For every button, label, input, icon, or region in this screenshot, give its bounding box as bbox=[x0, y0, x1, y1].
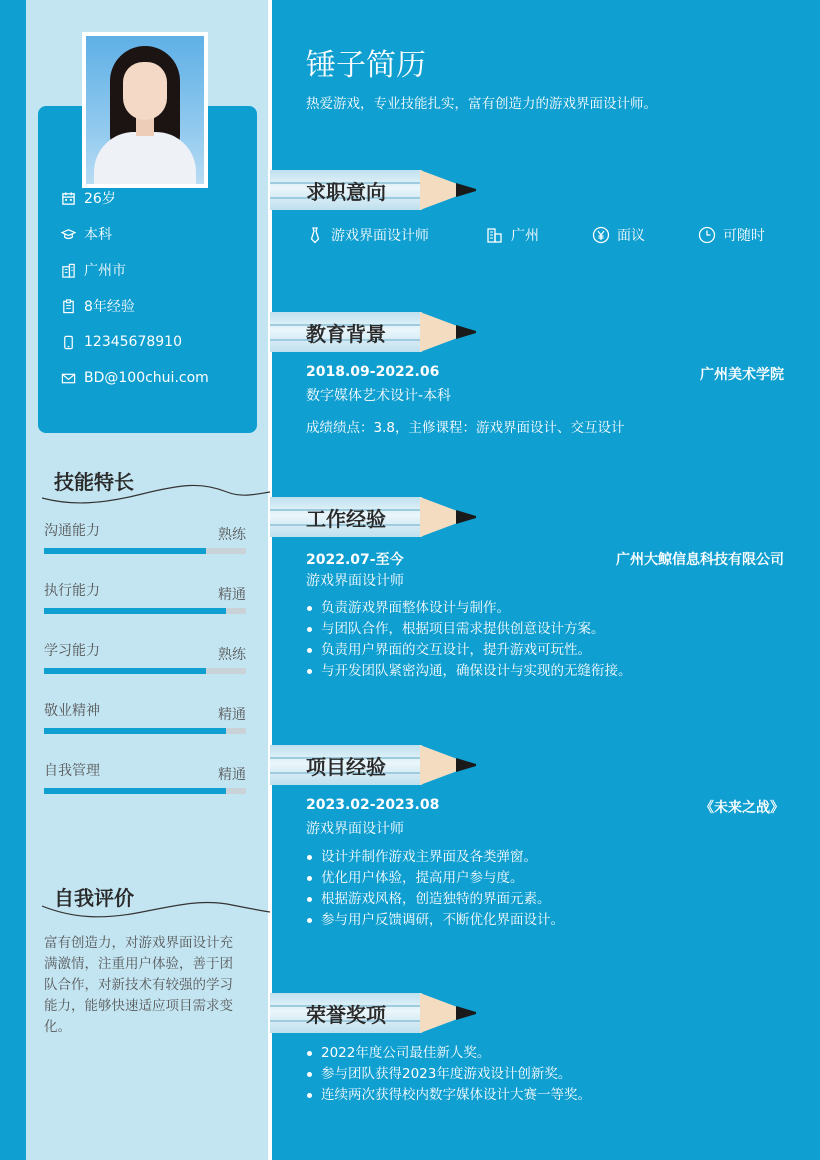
skill-level: 熟练 bbox=[218, 527, 246, 543]
education-title: 教育背景 bbox=[306, 322, 386, 346]
profile-age bbox=[60, 188, 116, 208]
skill-level: 精通 bbox=[218, 587, 246, 603]
skill-progress-track bbox=[44, 548, 246, 554]
profile-degree-text: 本科 bbox=[84, 227, 112, 243]
list-item: 设计并制作游戏主界面及各类弹窗。 bbox=[306, 847, 564, 868]
project-name: 《未来之战》 bbox=[700, 800, 784, 816]
section-header-project bbox=[270, 745, 480, 785]
section-header-work bbox=[270, 497, 480, 537]
project-date: 2023.02-2023.08 bbox=[306, 797, 440, 813]
work-role: 游戏界面设计师 bbox=[306, 573, 404, 589]
list-item: 负责用户界面的交互设计，提升游戏可玩性。 bbox=[306, 640, 632, 661]
clipboard-icon bbox=[60, 298, 76, 314]
profile-age-text: 26岁 bbox=[84, 191, 116, 207]
skill-name: 敬业精神 bbox=[44, 703, 100, 719]
list-item: 参与用户反馈调研，不断优化界面设计。 bbox=[306, 910, 564, 931]
phone-icon bbox=[60, 334, 76, 350]
education-major: 数字媒体艺术设计-本科 bbox=[306, 388, 452, 404]
list-item: 2022年度公司最佳新人奖。 bbox=[306, 1043, 591, 1064]
self-eval-wave-divider bbox=[42, 898, 270, 922]
skill-progress-track bbox=[44, 788, 246, 794]
job-city-text: 广州 bbox=[511, 228, 539, 244]
list-item: 参与团队获得2023年度游戏设计创新奖。 bbox=[306, 1064, 591, 1085]
honors-bullets bbox=[306, 1043, 591, 1106]
skill-progress-fill bbox=[44, 728, 226, 734]
project-role: 游戏界面设计师 bbox=[306, 821, 404, 837]
profile-phone-text: 12345678910 bbox=[84, 334, 182, 350]
project-bullets bbox=[306, 847, 564, 931]
building-icon bbox=[60, 262, 76, 278]
skill-item bbox=[44, 700, 246, 740]
skills-title: 技能特长 bbox=[54, 470, 134, 494]
clock-icon bbox=[698, 226, 716, 244]
skill-name: 学习能力 bbox=[44, 643, 100, 659]
work-title: 工作经验 bbox=[306, 507, 386, 531]
section-header-honors bbox=[270, 993, 480, 1033]
skill-progress-track bbox=[44, 668, 246, 674]
skill-name: 沟通能力 bbox=[44, 523, 100, 539]
skill-item bbox=[44, 760, 246, 800]
page-title: 锤子简历 bbox=[306, 48, 426, 83]
honors-title: 荣誉奖项 bbox=[306, 1003, 386, 1027]
list-item: 连续两次获得校内数字媒体设计大赛一等奖。 bbox=[306, 1085, 591, 1106]
avatar bbox=[82, 32, 208, 188]
skill-item bbox=[44, 640, 246, 680]
profile-city-text: 广州市 bbox=[84, 263, 126, 279]
profile-city bbox=[60, 260, 126, 280]
skill-progress-track bbox=[44, 608, 246, 614]
list-item: 与开发团队紧密沟通，确保设计与实现的无缝衔接。 bbox=[306, 661, 632, 682]
job-intent-title: 求职意向 bbox=[306, 180, 386, 204]
skill-progress-fill bbox=[44, 668, 206, 674]
list-item: 负责游戏界面整体设计与制作。 bbox=[306, 598, 632, 619]
self-eval-text: 富有创造力，对游戏界面设计充满激情，注重用户体验，善于团队合作，对新技术有较强的学习能力，能够快速适应项目需求变化。 bbox=[44, 935, 233, 1035]
profile-phone bbox=[60, 332, 182, 352]
skill-progress-track bbox=[44, 728, 246, 734]
job-position-text: 游戏界面设计师 bbox=[331, 228, 429, 244]
profile-experience bbox=[60, 296, 135, 316]
list-item: 与团队合作，根据项目需求提供创意设计方案。 bbox=[306, 619, 632, 640]
skill-item bbox=[44, 580, 246, 620]
calendar-icon bbox=[60, 190, 76, 206]
yen-icon bbox=[592, 226, 610, 244]
job-position bbox=[306, 224, 429, 246]
self-eval-title: 自我评价 bbox=[54, 886, 134, 910]
skill-level: 熟练 bbox=[218, 647, 246, 663]
skill-level: 精通 bbox=[218, 767, 246, 783]
job-city bbox=[486, 224, 539, 246]
section-header-education bbox=[270, 312, 480, 352]
skill-progress-fill bbox=[44, 608, 226, 614]
mail-icon bbox=[60, 370, 76, 386]
tie-icon bbox=[306, 226, 324, 244]
skill-level: 精通 bbox=[218, 707, 246, 723]
list-item: 根据游戏风格，创造独特的界面元素。 bbox=[306, 889, 564, 910]
education-date: 2018.09-2022.06 bbox=[306, 364, 440, 380]
tagline: 热爱游戏，专业技能扎实，富有创造力的游戏界面设计师。 bbox=[306, 96, 657, 112]
job-availability bbox=[698, 224, 765, 246]
avatar-photo bbox=[86, 36, 204, 184]
section-header-job-intent bbox=[270, 170, 480, 210]
skill-item bbox=[44, 520, 246, 560]
project-title: 项目经验 bbox=[306, 755, 386, 779]
profile-degree bbox=[60, 224, 112, 244]
skills-wave-divider bbox=[42, 482, 270, 506]
skill-progress-fill bbox=[44, 788, 226, 794]
job-salary-text: 面议 bbox=[617, 228, 645, 244]
profile-experience-text: 8年经验 bbox=[84, 299, 135, 315]
job-salary bbox=[592, 224, 645, 246]
profile-email[interactable] bbox=[60, 368, 209, 388]
city-icon bbox=[486, 226, 504, 244]
education-school: 广州美术学院 bbox=[700, 367, 784, 383]
graduation-cap-icon bbox=[60, 226, 76, 242]
work-bullets bbox=[306, 598, 632, 682]
job-availability-text: 可随时 bbox=[723, 228, 765, 244]
profile-email-text[interactable]: BD@100chui.com bbox=[84, 370, 209, 386]
skill-progress-fill bbox=[44, 548, 206, 554]
list-item: 优化用户体验，提高用户参与度。 bbox=[306, 868, 564, 889]
education-details: 成绩绩点：3.8，主修课程：游戏界面设计、交互设计 bbox=[306, 420, 625, 436]
skill-name: 自我管理 bbox=[44, 763, 100, 779]
work-date: 2022.07-至今 bbox=[306, 552, 404, 568]
work-company: 广州大鲸信息科技有限公司 bbox=[616, 552, 784, 568]
skill-name: 执行能力 bbox=[44, 583, 100, 599]
